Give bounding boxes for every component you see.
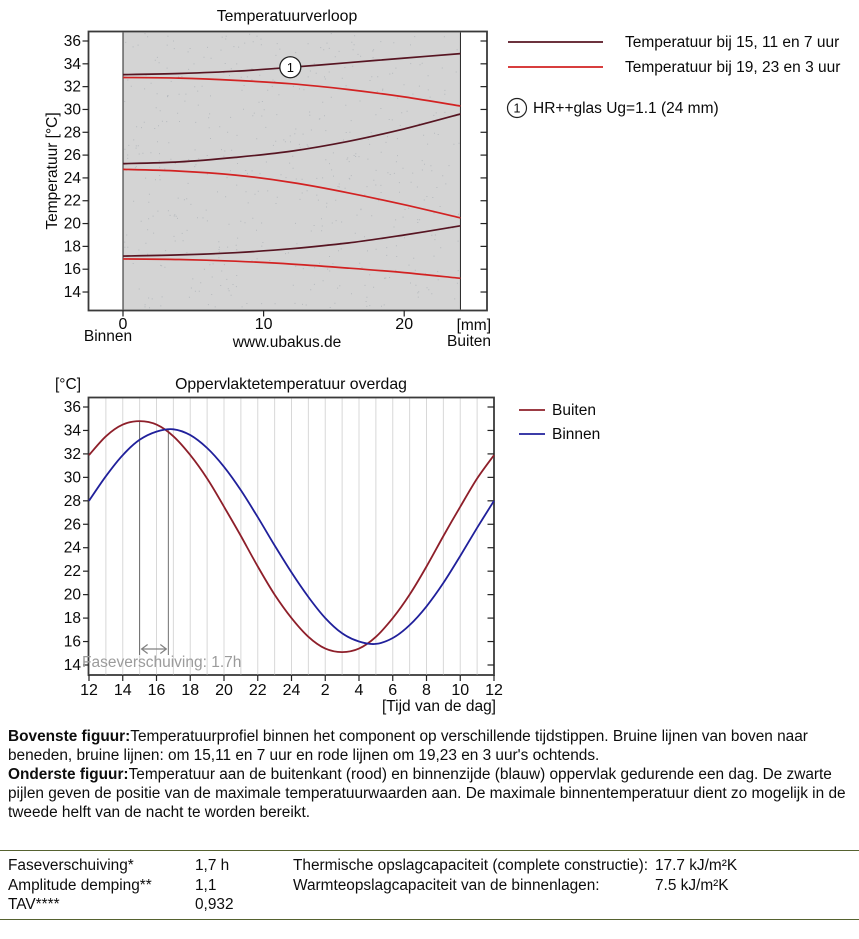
buiten-label: Buiten — [447, 333, 491, 350]
y-tick-label: 16 — [63, 633, 81, 651]
x-tick-label: 14 — [113, 682, 132, 699]
y-tick-label: 36 — [63, 399, 81, 416]
table-row — [8, 857, 859, 877]
y-tick-label: 30 — [63, 469, 81, 487]
table-row — [8, 877, 859, 897]
y-tick-label: 28 — [63, 124, 81, 142]
x-tick-label: 10 — [451, 682, 470, 699]
x-tick-label: 10 — [254, 316, 273, 333]
layer-note-number: 1 — [513, 101, 521, 116]
layer-marker-number: 1 — [286, 59, 294, 75]
binnen-label: Binnen — [83, 328, 133, 345]
chart-title: Temperatuurverloop — [216, 8, 358, 25]
param-value: 17.7 kJ/m²K — [655, 857, 738, 874]
figure-captions — [0, 722, 859, 822]
caption-top-figure — [8, 727, 851, 765]
results-table — [0, 850, 859, 920]
table-row — [8, 896, 859, 916]
legend-label: Buiten — [552, 402, 596, 419]
y-tick-label: 30 — [63, 101, 81, 119]
y-tick-label: 36 — [63, 33, 81, 50]
x-tick-label: 20 — [395, 316, 414, 333]
y-tick-label: 34 — [63, 55, 81, 73]
param-name — [293, 896, 655, 916]
param-value: 1,1 — [195, 876, 217, 894]
legend-label: Binnen — [552, 426, 601, 443]
x-tick-label: 24 — [282, 682, 301, 699]
x-tick-label: 12 — [485, 682, 503, 699]
caption-bottom-label: Onderste figuur: — [8, 766, 129, 783]
x-tick-label: 12 — [80, 682, 98, 699]
x-tick-label: 6 — [388, 682, 398, 699]
caption-top-text: Temperatuurprofiel binnen het component op verschillende tijdstippen. Bruine lijnen van boven naar beneden, bruine lijnen: om 15,11 en 7 uur en rode lijnen om 19,23 en 3 uur's ochtends. — [8, 728, 808, 764]
y-tick-label: 16 — [63, 261, 81, 279]
y-tick-label: 18 — [63, 238, 81, 256]
y-tick-label: 34 — [63, 422, 81, 440]
y-tick-label: 24 — [63, 539, 81, 557]
x-tick-label: 20 — [215, 682, 233, 699]
y-axis-title: Temperatuur [°C] — [44, 112, 61, 230]
param-name: Faseverschuiving* — [8, 857, 134, 874]
param-name: Thermische opslagcapaciteit (complete constructie): — [293, 857, 648, 874]
y-tick-label: 32 — [63, 445, 81, 463]
y-tick-label: 22 — [63, 192, 81, 210]
x-tick-label: 8 — [422, 682, 431, 699]
param-value — [655, 896, 859, 916]
y-tick-label: 14 — [63, 284, 81, 302]
x-axis-unit: [mm] — [456, 317, 491, 334]
y-tick-label: 18 — [63, 610, 81, 628]
y-tick-label: 28 — [63, 492, 81, 510]
chart-title: Oppervlaktetemperatuur overdag — [175, 376, 407, 393]
phase-shift-label: Faseverschuiving: 1.7h — [82, 654, 242, 671]
y-tick-label: 26 — [63, 147, 81, 165]
x-tick-label: 18 — [181, 682, 200, 699]
y-tick-label: 14 — [63, 656, 81, 674]
temperature-profile-chart — [0, 0, 859, 365]
y-tick-label: 22 — [63, 563, 81, 581]
x-tick-label: 16 — [147, 682, 166, 699]
caption-bottom-text: Temperatuur aan de buitenkant (rood) en binnenzijde (blauw) oppervlak gedurende een dag. De zwarte pijlen geven de positie van de maximale temperatuurwaarden aan. De maximale binnentemperatuur dient zo mogelijk in de tweede helft van de nacht te worden bereikt. — [8, 766, 846, 821]
caption-bottom-figure — [8, 765, 851, 822]
param-name: Amplitude demping** — [8, 876, 152, 894]
param-value: 1,7 h — [195, 857, 230, 874]
x-tick-label: 4 — [354, 682, 364, 699]
y-tick-label: 20 — [63, 586, 81, 604]
param-value: 0,932 — [195, 896, 234, 913]
y-tick-label: 20 — [63, 215, 81, 233]
watermark: www.ubakus.de — [232, 334, 342, 351]
legend-label: Temperatuur bij 15, 11 en 7 uur — [625, 34, 840, 51]
x-tick-label: 22 — [248, 682, 267, 699]
y-tick-label: 32 — [63, 78, 81, 96]
y-tick-label: 26 — [63, 516, 81, 534]
param-value: 7.5 kJ/m²K — [655, 876, 729, 894]
y-tick-label: 24 — [63, 169, 81, 187]
y-axis-unit: [°C] — [55, 376, 82, 393]
param-name: Warmteopslagcapaciteit van de binnenlagen: — [293, 876, 600, 894]
x-tick-label: 0 — [118, 316, 128, 333]
surface-temperature-chart — [0, 365, 859, 722]
x-tick-label: 2 — [320, 682, 330, 699]
x-axis-title: [Tijd van de dag] — [381, 698, 496, 715]
caption-top-label: Bovenste figuur: — [8, 728, 131, 745]
layer-note-label: HR++glas Ug=1.1 (24 mm) — [533, 100, 719, 117]
param-name: TAV**** — [8, 896, 60, 913]
legend-label: Temperatuur bij 19, 23 en 3 uur — [625, 59, 841, 76]
